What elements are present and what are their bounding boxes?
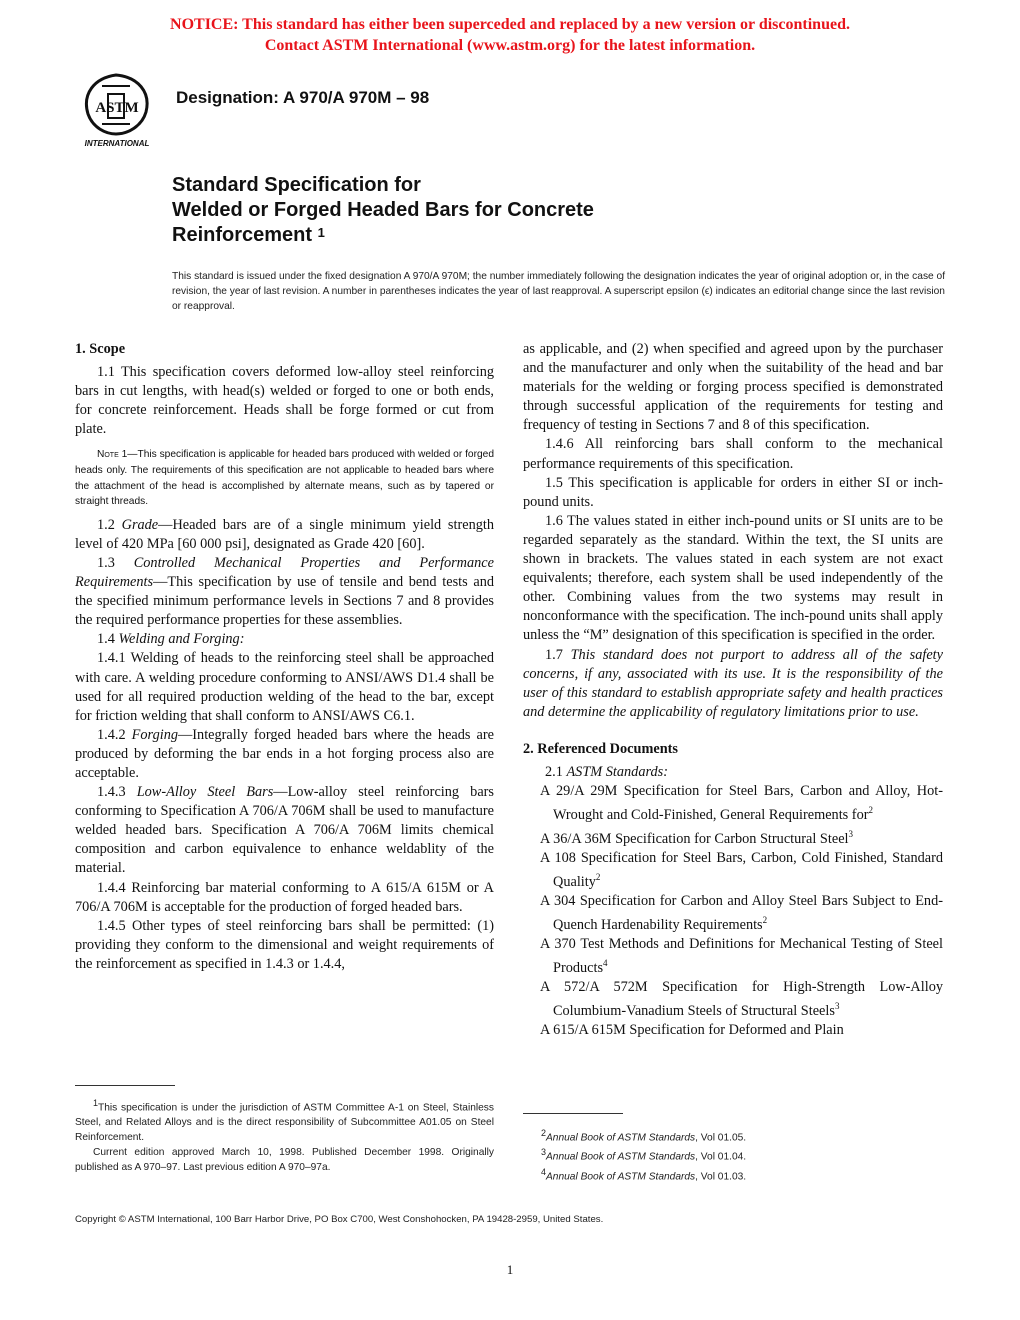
reference-item: A 370 Test Methods and Definitions for Mechanical Testing of Steel Products$^4$ [540, 935, 943, 976]
notice-banner [0, 14, 1020, 56]
para-1-7: 1.7 This standard does not purport to address all of the safety concerns, if any, associated with its use. It is the responsibility of the user of this standard to establish appropriate safety and health practices and determine the applicability of regulatory limitations prior to use. [523, 646, 943, 720]
footnote-separator-right [523, 1113, 623, 1114]
para-1-4-1: 1.4.1 Welding of heads to the reinforcing steel shall be approached with care. A welding procedure conforming to ANSI/AWS D1.4 shall be used for all required production welding of the head to the bar, except for friction welding that shall conform to ANSI/AWS C6.1. [75, 650, 494, 724]
footnote-1-continued: Current edition approved March 10, 1998. Published December 1998. Originally published as A 970–97. Last previous edition A 970–97a. [75, 1147, 494, 1174]
footnote-3: $^3$Annual Book of ASTM Standards, Vol 01.04. [541, 1147, 747, 1163]
para-1-4-4: 1.4.4 Reinforcing bar material conforming to A 615/A 615M or A 706/A 706M is acceptable for the production of forged headed bars. [75, 879, 494, 915]
notice-line-2: Contact ASTM International (www.astm.org) for the latest information. [264, 37, 756, 54]
logo-text: ASTM [95, 100, 139, 116]
right-column [523, 340, 943, 1040]
section-heading-referenced-documents: 2. Referenced Documents [523, 740, 678, 757]
designation: Designation: A 970/A 970M – 98 [176, 88, 430, 107]
reference-item: A 304 Specification for Carbon and Alloy Steel Bars Subject to End-Quench Hardenability Requirements$^2$ [540, 892, 943, 933]
footnote-separator-left [75, 1085, 175, 1086]
footnotes-left [75, 1096, 494, 1175]
astm-logo-icon [72, 72, 162, 150]
para-2-1: 2.1 ASTM Standards: [545, 763, 668, 780]
reference-item: A 108 Specification for Steel Bars, Carbon, Cold Finished, Standard Quality$^2$ [540, 849, 943, 890]
title-line-3: Reinforcement $^1$ [172, 224, 325, 246]
para-1-5: 1.5 This specification is applicable for orders in either SI or inch-pound units. [523, 474, 943, 510]
para-1-4: 1.4 Welding and Forging: [97, 631, 245, 648]
para-1-1: 1.1 This specification covers deformed low-alloy steel reinforcing bars in cut lengths, with head(s) welded or forged to one or both ends, for concrete reinforcement. Heads shall be forge formed or cut from plate. [75, 364, 494, 438]
para-1-6: 1.6 The values stated in either inch-pound units or SI units are to be regarded separately as the standard. Within the text, the SI units are shown in brackets. The values stated in each system are not exact equivalents; therefore, each system shall be used independently of the other. Combining values from the two systems may result in nonconformance with the specification. The inch-pound units shall apply unless the “M” designation of this specification is specified in the order. [523, 512, 943, 644]
logo-subtext: INTERNATIONAL [84, 139, 150, 148]
para-1-4-2: 1.4.2 Forging—Integrally forged headed bars where the heads are produced by deforming the bar ends in a hot forging process also are acceptable. [75, 726, 494, 781]
copyright-line: Copyright © ASTM International, 100 Barr Harbor Drive, PO Box C700, West Conshohocken, PA 19428-2959, United States. [75, 1214, 604, 1225]
footnote-2: $^2$Annual Book of ASTM Standards, Vol 01.05. [541, 1128, 747, 1144]
footnotes-right [523, 1126, 943, 1184]
section-heading-scope: 1. Scope [75, 341, 126, 357]
footnote-1: $^1$This specification is under the jurisdiction of ASTM Committee A-1 on Steel, Stainless Steel, and Related Alloys and is the direct responsibility of Subcommittee A01.05 on Steel Reinforcement. [75, 1098, 494, 1144]
para-1-4-5: 1.4.5 Other types of steel reinforcing bars shall be permitted: (1) providing they conform to the dimensional and weight requirements of the reinforcement as specified in 1.4.3 or 1.4.4, [75, 917, 494, 972]
issuance-note: This standard is issued under the fixed designation A 970/A 970M; the number immediately following the designation indicates the year of original adoption or, in the case of revision, the year of last revision. A number in parentheses indicates the year of last reapproval. A superscript epsilon (ϵ) indicates an editorial change since the last revision or reapproval. [172, 271, 946, 312]
reference-item: A 572/A 572M Specification for High-Strength Low-Alloy Columbium-Vanadium Steels of Structural Steels$^3$ [540, 978, 943, 1019]
para-1-4-3: 1.4.3 Low-Alloy Steel Bars—Low-alloy steel reinforcing bars conforming to Specification A 706/A 706M shall be used to manufacture welded headed bars. Specification A 706/A 706M limits chemical composition and carbon equivalence to enhance weldablity of the material. [75, 784, 494, 877]
footnote-4: $^4$Annual Book of ASTM Standards, Vol 01.03. [541, 1166, 747, 1183]
notice-line-1: NOTICE: This standard has either been superceded and replaced by a new version or discontinued. [170, 16, 850, 33]
reference-item: A 36/A 36M Specification for Carbon Structural Steel$^3$ [540, 828, 854, 847]
reference-item: A 615/A 615M Specification for Deformed and Plain [540, 1021, 844, 1038]
note-1: Note 1—This specification is applicable for headed bars produced with welded or forged heads only. The requirements of this specification are not applicable to headed bars where the attachment of the head is accomplished by alternate means, such as by tapered or straight threads. [75, 449, 494, 508]
para-1-2: 1.2 Grade—Headed bars are of a single minimum yield strength level of 420 MPa [60 000 psi], designated as Grade 420 [60]. [75, 516, 494, 552]
reference-item: A 29/A 29M Specification for Steel Bars, Carbon and Alloy, Hot-Wrought and Cold-Finished, General Requirements for$^2$ [540, 782, 943, 823]
document-title [172, 173, 594, 248]
title-footnote-ref: 1 [317, 225, 325, 240]
para-1-4-5-continued: as applicable, and (2) when specified and agreed upon by the purchaser and the manufacturer and only when the suitability of the head and bar materials for the welding or forging process specified is demonstrated through successful application of the requirements for testing and frequency of testing in Sections 7 and 8 of this specification. [523, 341, 943, 434]
para-1-4-6: 1.4.6 All reinforcing bars shall conform to the mechanical performance requirements of this specification. [523, 436, 943, 472]
page-number: 1 [506, 1262, 514, 1277]
astm-logo [72, 72, 162, 150]
para-1-3: 1.3 Controlled Mechanical Properties and Performance Requirements—This specification by use of tensile and bend tests and the specified minimum performance levels in Sections 7 and 8 provides the required performance properties for these assemblies. [75, 554, 494, 629]
reference-list [523, 782, 943, 1040]
title-line-1: Standard Specification for [172, 174, 421, 196]
title-line-2: Welded or Forged Headed Bars for Concrete [172, 199, 594, 221]
left-column [75, 340, 494, 974]
